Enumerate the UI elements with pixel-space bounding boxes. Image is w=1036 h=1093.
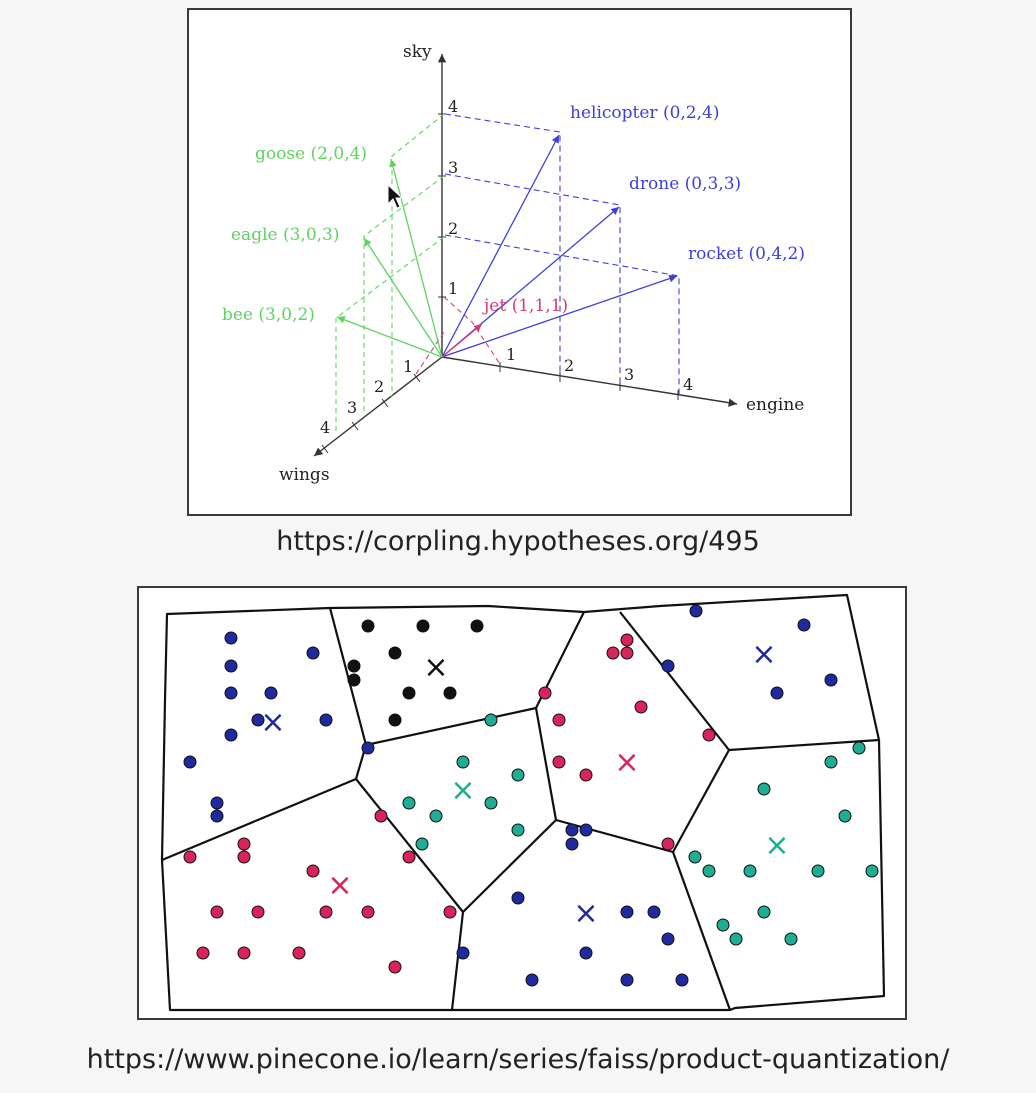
sky-ticks [322, 114, 678, 453]
top-source-caption: https://corpling.hypotheses.org/495 [276, 526, 760, 557]
bee-vector [337, 317, 442, 357]
navy-centroid-marker: × [751, 637, 777, 672]
bottom-source-caption: https://www.pinecone.io/learn/series/faiss/product-quantization/ [86, 1044, 950, 1075]
black-points [348, 620, 483, 726]
vector-space-figure [187, 8, 852, 516]
engine-tick-4: 4 [683, 375, 694, 394]
bee-label: bee (3,0,2) [222, 305, 315, 325]
wings-tick-2: 2 [374, 377, 385, 396]
eagle-vector [364, 238, 442, 357]
teal-centroid-marker: × [764, 828, 790, 863]
crimson-centroid-marker: × [327, 868, 353, 903]
engine-axis-label: engine [746, 395, 805, 415]
drone-label: drone (0,3,3) [629, 174, 742, 194]
goose-label: goose (2,0,4) [255, 144, 368, 164]
rocket-label: rocket (0,4,2) [688, 244, 805, 264]
jet-vector [442, 324, 482, 357]
machine-projection-lines [445, 114, 679, 394]
navy-centroid-marker: × [260, 705, 286, 740]
wings-axis-label: wings [279, 465, 330, 485]
sky-axis-label: sky [403, 42, 432, 62]
crimson-centroid-marker: × [614, 745, 640, 780]
sky-tick-3: 3 [448, 158, 459, 177]
sky-tick-2: 2 [448, 219, 459, 238]
wings-tick-1: 1 [403, 357, 414, 376]
wings-tick-3: 3 [347, 398, 358, 417]
helicopter-vector [442, 135, 559, 357]
mouse-cursor-icon [388, 185, 402, 208]
engine-tick-1: 1 [506, 345, 517, 364]
navy-centroid-marker: × [573, 896, 599, 931]
wings-tick-4: 4 [320, 418, 331, 437]
sky-tick-4: 4 [448, 97, 459, 116]
jet-label: jet (1,1,1) [484, 296, 569, 316]
teal-centroid-marker: × [450, 773, 476, 808]
black-centroid-marker: × [423, 650, 449, 685]
eagle-label: eagle (3,0,3) [231, 225, 340, 245]
sky-tick-1: 1 [448, 279, 459, 298]
engine-tick-2: 2 [564, 356, 575, 375]
voronoi-figure [137, 586, 907, 1020]
helicopter-label: helicopter (0,2,4) [570, 103, 720, 123]
vector-space-svg [189, 10, 850, 514]
goose-vector [391, 159, 442, 357]
teal-points [403, 714, 878, 945]
wings-axis [314, 357, 442, 456]
navy-points [184, 605, 837, 986]
engine-tick-3: 3 [624, 365, 635, 384]
voronoi-svg [139, 588, 905, 1018]
